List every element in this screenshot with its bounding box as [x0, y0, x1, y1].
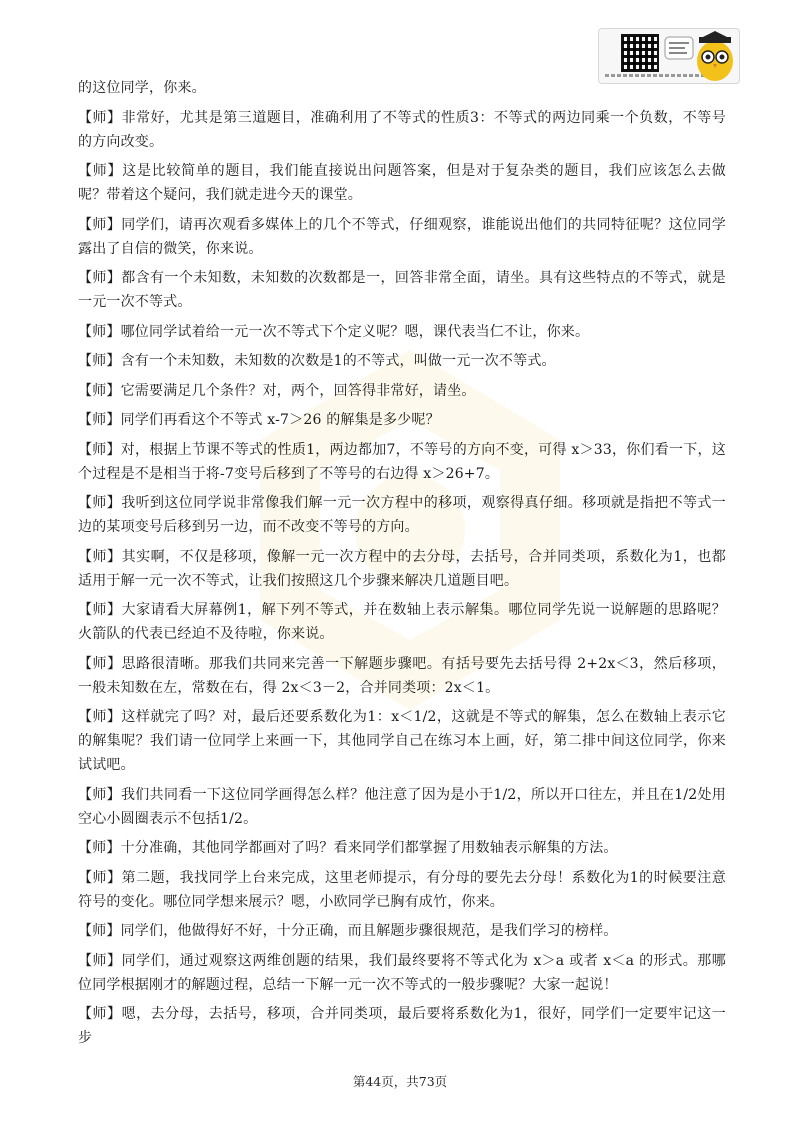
transcript-paragraph	[78, 491, 726, 539]
transcript-paragraph	[78, 213, 726, 261]
speaker-tag: 【师】	[78, 353, 121, 369]
owl-mascot-icon	[663, 29, 737, 83]
speaker-tag: 【师】	[78, 655, 122, 672]
paragraph-text: 含有一个未知数，未知数的次数是1的不等式，叫做一元一次不等式。	[120, 353, 556, 369]
paragraph-text: 思路很清晰。那我们共同来完善一下解题步骤吧。有括号要先去括号得 2+2x＜3，然后移项，一般未知数在左，常数在右，得 2x＜3－2，合并同类项：2x＜1。	[78, 655, 726, 696]
paragraph-text: 哪位同学试着给一元一次不等式下个定义呢？嗯，课代表当仁不让，你来。	[120, 323, 590, 340]
speaker-tag: 【师】	[78, 323, 121, 340]
transcript-paragraph	[78, 408, 726, 432]
paragraph-text: 其实啊，不仅是移项，像解一元一次方程中的去分母，去括号，合并同类项，系数化为1，也都适用于解一元一次不等式，让我们按照这几个步骤来解决几道题目吧。	[78, 548, 726, 589]
transcript-paragraph	[78, 919, 726, 943]
speaker-tag: 【师】	[78, 270, 122, 286]
paragraph-text: 嗯，去分母，去括号，移项，合并同类项，最后要将系数化为1，很好，同学们一定要牢记这一步	[78, 1006, 726, 1046]
speaker-tag: 【师】	[78, 840, 121, 856]
speaker-tag: 【师】	[78, 952, 122, 969]
paragraph-text: 这样就完了吗？对，最后还要系数化为1：x＜1/2，这就是不等式的解集，怎么在数轴上表示它的解集呢？我们请一位同学上来画一下，其他同学自己在练习本上画，好，第二排中间这位同学，你来试试吧。	[78, 709, 726, 773]
transcript-paragraph	[78, 266, 726, 314]
page-number: 第44页，共73页	[352, 1074, 448, 1089]
speaker-tag: 【师】	[78, 382, 121, 399]
transcript-paragraph	[78, 545, 726, 593]
speaker-tag: 【师】	[78, 923, 121, 939]
transcript-paragraph	[78, 379, 726, 403]
transcript-paragraph	[78, 320, 726, 344]
transcript-paragraph	[78, 652, 726, 700]
paragraph-text: 都含有一个未知数，未知数的次数都是一，回答非常全面，请坐。具有这些特点的不等式，就是一元一次不等式。	[78, 270, 726, 310]
transcript-paragraph	[78, 106, 726, 154]
paragraph-text: 十分准确，其他同学都画对了吗？看来同学们都掌握了用数轴表示解集的方法。	[120, 840, 618, 856]
paragraph-text: 的这位同学，你来。	[78, 80, 206, 96]
paragraph-text: 这是比较简单的题目，我们能直接说出问题答案，但是对于复杂类的题目，我们应该怎么去做呢？带着这个疑问，我们就走进今天的课堂。	[78, 163, 726, 203]
paragraph-text: 同学们再看这个不等式 x-7＞26 的解集是多少呢？	[120, 412, 440, 428]
paragraph-text: 大家请看大屏幕例1，解下列不等式，并在数轴上表示解集。哪位同学先说一说解题的思路呢？火箭队的代表已经迫不及待啦，你来说。	[78, 602, 726, 642]
paragraph-text: 同学们，请再次观看多媒体上的几个不等式，仔细观察，谁能说出他们的共同特征呢？这位同学露出了自信的微笑，你来说。	[78, 216, 726, 257]
transcript-paragraph	[78, 76, 726, 100]
paragraph-text: 非常好，尤其是第三道题目，准确利用了不等式的性质3：不等式的两边同乘一个负数，不等号的方向改变。	[78, 109, 726, 150]
transcript-paragraph	[78, 598, 726, 646]
speaker-tag: 【师】	[78, 441, 121, 458]
speaker-tag: 【师】	[78, 709, 122, 725]
speaker-tag: 【师】	[78, 495, 122, 511]
speaker-tag: 【师】	[78, 869, 122, 886]
speaker-tag: 【师】	[78, 216, 122, 233]
transcript-paragraph	[78, 949, 726, 997]
paragraph-text: 我们共同看一下这位同学画得怎么样？他注意了因为是小于1/2，所以开口往左，并且在1/2处用空心小圆圈表示不包括1/2。	[78, 786, 727, 827]
transcript-paragraph	[78, 159, 726, 207]
transcript-paragraph	[78, 705, 726, 777]
paragraph-text: 第二题，我找同学上台来完成，这里老师提示，有分母的要先去分母！系数化为1的时候要注意符号的变化。哪位同学想来展示？嗯，小欧同学已胸有成竹，你来。	[78, 869, 726, 910]
transcript-paragraph	[78, 866, 726, 914]
lesson-transcript	[78, 76, 726, 1056]
transcript-paragraph	[78, 349, 726, 373]
speaker-tag: 【师】	[78, 109, 122, 126]
paragraph-text: 它需要满足几个条件？对，两个，回答得非常好，请坐。	[120, 382, 476, 399]
paragraph-text: 同学们，他做得好不好，十分正确，而且解题步骤很规范，是我们学习的榜样。	[120, 923, 618, 939]
speaker-tag: 【师】	[78, 163, 123, 179]
paragraph-text: 同学们，通过观察这两维创题的结果，我们最终要将不等式化为 x＞a 或者 x＜a 的形式。那哪位同学根据刚才的解题过程，总结一下解一元一次不等式的一般步骤呢？大家一起说！	[78, 952, 726, 993]
paragraph-text: 对，根据上节课不等式的性质1，两边都加7，不等号的方向不变，可得 x＞33，你们看一下，这个过程是不是相当于将-7变号后移到了不等号的右边得 x＞26+7。	[78, 441, 726, 482]
transcript-paragraph	[78, 783, 726, 831]
speaker-tag: 【师】	[78, 412, 121, 428]
transcript-paragraph	[78, 1002, 726, 1050]
speaker-tag: 【师】	[78, 786, 121, 803]
transcript-paragraph	[78, 438, 726, 486]
speaker-tag: 【师】	[78, 548, 122, 565]
paragraph-text: 我听到这位同学说非常像我们解一元一次方程中的移项，观察得真仔细。移项就是指把不等式一边的某项变号后移到另一边，而不改变不等号的方向。	[78, 495, 726, 535]
qr-code	[621, 34, 659, 72]
speaker-tag: 【师】	[78, 602, 122, 618]
transcript-paragraph	[78, 836, 726, 860]
speaker-tag: 【师】	[78, 1006, 122, 1022]
